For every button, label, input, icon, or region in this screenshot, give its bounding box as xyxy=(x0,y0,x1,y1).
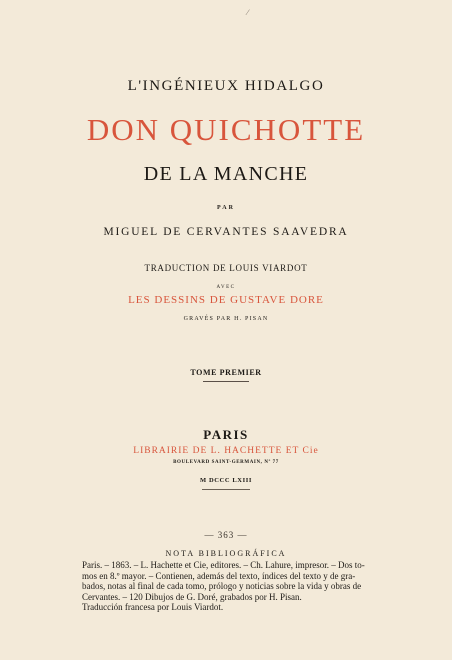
with-label: AVEC xyxy=(216,285,236,290)
note-line: Paris. – 1863. – L. Hachette et Cie, editores. – Ch. Lahure, impresor. – Dos to- xyxy=(82,560,365,570)
imprint-address: BOULEVARD SAINT-GERMAIN, Nº 77 xyxy=(173,460,279,465)
volume-label: TOME PREMIER xyxy=(190,368,262,377)
imprint-publisher: LIBRAIRIE DE L. HACHETTE ET Cie xyxy=(133,446,319,456)
note-line: mos en 8.º mayor. – Contienen, además del texto, índices del texto y de gra- xyxy=(82,570,356,581)
note-line: bados, notas al final de cada tomo, prólogo y noticias sobre la vida y obras de xyxy=(82,581,362,591)
main-title: DON QUICHOTTE xyxy=(86,112,366,147)
subtitle: DE LA MANCHE xyxy=(143,163,309,185)
note-line: Cervantes. – 120 Dibujos de G. Doré, grabados por H. Pisan. xyxy=(82,591,302,602)
date-rule xyxy=(202,489,250,490)
note-title: NOTA BIBLIOGRÁFICA xyxy=(165,549,287,558)
translation-credit: TRADUCTION DE LOUIS VIARDOT xyxy=(144,263,308,273)
note-line: Traducción francesa por Louis Viardot. xyxy=(82,602,224,612)
by-label: PAR xyxy=(217,205,235,211)
engraver-credit: GRAVÉS PAR H. PISAN xyxy=(183,316,269,322)
author-name: MIGUEL DE CERVANTES SAAVEDRA xyxy=(103,226,349,238)
illustrations-credit: LES DESSINS DE GUSTAVE DORE xyxy=(128,294,324,306)
page-number: — 363 — xyxy=(204,530,248,540)
imprint-city: PARIS xyxy=(203,427,249,442)
corner-mark: ⁄ xyxy=(247,8,249,17)
note-body xyxy=(82,560,374,613)
kicker-title: L'INGÉNIEUX HIDALGO xyxy=(127,78,325,94)
imprint-date: M DCCC LXIII xyxy=(200,477,252,484)
volume-rule xyxy=(203,381,249,382)
